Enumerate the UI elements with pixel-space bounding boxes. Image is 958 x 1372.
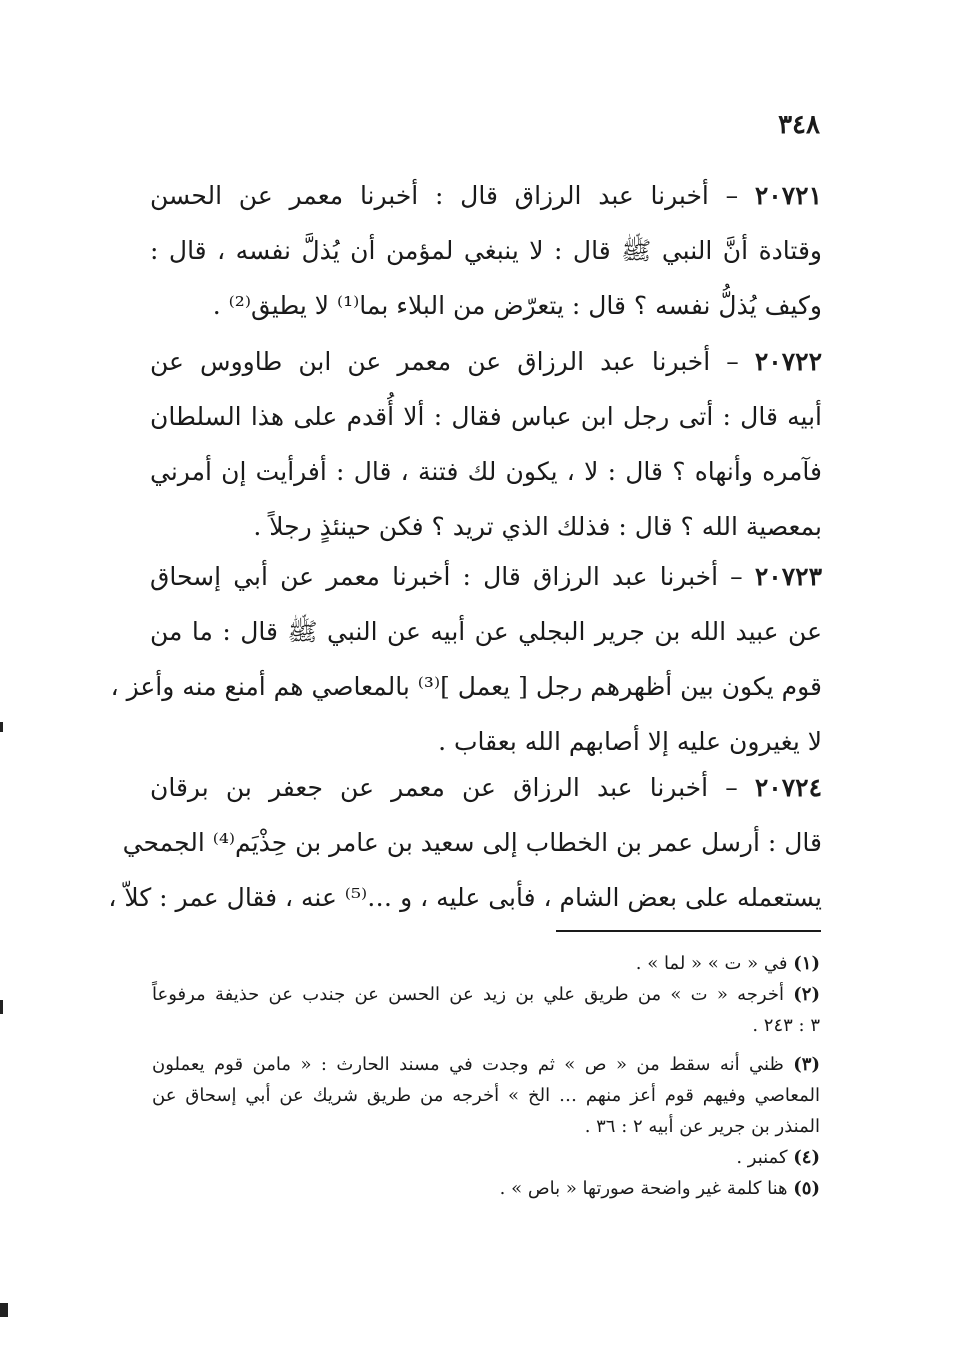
entry-line: ٢٠٧٢٣ – أخبرنا عبد الرزاق قال : أخبرنا معمر عن أبي إسحاق bbox=[150, 562, 822, 591]
footnote-continuation: المنذر بن جرير عن أبيه ٢ : ٣٦ . bbox=[584, 1116, 820, 1137]
hadith-entry bbox=[108, 760, 822, 925]
entry-line: أبيه قال : أتى رجل ابن عباس فقال : ألا أُقدم على هذا السلطان bbox=[150, 402, 822, 431]
scan-speck bbox=[0, 1000, 3, 1014]
footnote-continuation: ٣ : ٢٤٣ . bbox=[752, 1015, 820, 1036]
entry-line: ٢٠٧٢٢ – أخبرنا عبد الرزاق عن معمر عن ابن طاووس عن bbox=[150, 347, 822, 376]
footnote-number: (٥) bbox=[793, 1178, 820, 1199]
footnote-divider bbox=[556, 930, 821, 932]
entry-line: وكيف يُذلُّ نفسه ؟ قال : يتعرّض من البلاء بما⁽¹⁾ لا يطيق⁽²⁾ . bbox=[212, 291, 822, 320]
footnote: (١) في « ت » « لما » . bbox=[635, 953, 820, 974]
footnote-number: (١) bbox=[793, 953, 820, 974]
footnote-number: (٤) bbox=[793, 1147, 820, 1168]
footnote: (٥) هنا كلمة غير واضحة صورتها « باص » . bbox=[499, 1178, 820, 1199]
entry-line: فآمره وأنهاه ؟ قال : لا ، يكون لك فتنة ، قال : أفرأيت إن أمرني bbox=[150, 457, 822, 486]
hadith-number: ٢٠٧٢٢ bbox=[754, 347, 822, 376]
footnote-continuation: المعاصي وفيهم قوم أعز منهم … الخ » أخرجه من طريق شريك عن أبي إسحاق عن bbox=[152, 1085, 820, 1106]
footnote: (٣) ظني أنه سقط من « ص » ثم وجدت في مسند الحارث : « مامن قوم يعملون bbox=[152, 1054, 820, 1075]
scan-speck bbox=[0, 1303, 8, 1317]
entry-line: ٢٠٧٢٤ – أخبرنا عبد الرزاق عن معمر عن جعفر بن برقان bbox=[150, 773, 822, 802]
hadith-entry bbox=[150, 168, 822, 333]
entry-line: قال : أرسل عمر بن الخطاب إلى سعيد بن عامر بن حِذْيَم⁽⁴⁾ الجمحي bbox=[122, 828, 822, 857]
hadith-number: ٢٠٧٢٣ bbox=[754, 562, 822, 591]
hadith-entry bbox=[150, 334, 822, 554]
entry-line: وقتادة أنَّ النبي ﷺ قال : لا ينبغي لمؤمن أن يُذلَّ نفسه ، قال : bbox=[150, 236, 822, 265]
footnote-number: (٢) bbox=[793, 984, 820, 1005]
entry-line: لا يغيرون عليه إلا أصابهم الله بعقاب . bbox=[438, 727, 822, 756]
entry-line: بمعصية الله ؟ قال : فذلك الذي تريد ؟ فكن حينئذٍ رجلاً . bbox=[253, 512, 822, 541]
footnote: (٤) كمنبر . bbox=[736, 1147, 820, 1168]
scan-speck bbox=[0, 722, 3, 732]
footnote: (٢) أخرجه « ت » من طريق علي بن زيد عن الحسن عن جندب عن حذيفة مرفوعاً bbox=[152, 984, 820, 1005]
entry-line: ٢٠٧٢١ – أخبرنا عبد الرزاق قال : أخبرنا معمر عن الحسن bbox=[150, 181, 823, 210]
entry-line: قوم يكون بين أظهرهم رجل [ يعمل ]⁽³⁾ بالمعاصي هم أمنع منه وأعز ، bbox=[110, 672, 822, 701]
entry-line: عن عبيد الله بن جرير البجلي عن أبيه عن النبي ﷺ قال : ما من bbox=[150, 617, 822, 646]
entry-line: يستعمله على بعض الشام ، فأبى عليه ، و …⁽⁵⁾ عنه ، فقال عمر : كلاّ ، bbox=[108, 883, 822, 912]
hadith-number: ٢٠٧٢٤ bbox=[754, 773, 822, 802]
footnotes bbox=[152, 948, 820, 1204]
footnote-number: (٣) bbox=[793, 1054, 820, 1075]
hadith-entry bbox=[110, 549, 822, 769]
hadith-number: ٢٠٧٢١ bbox=[754, 181, 823, 210]
page-number: ٣٤٨ bbox=[778, 110, 820, 140]
